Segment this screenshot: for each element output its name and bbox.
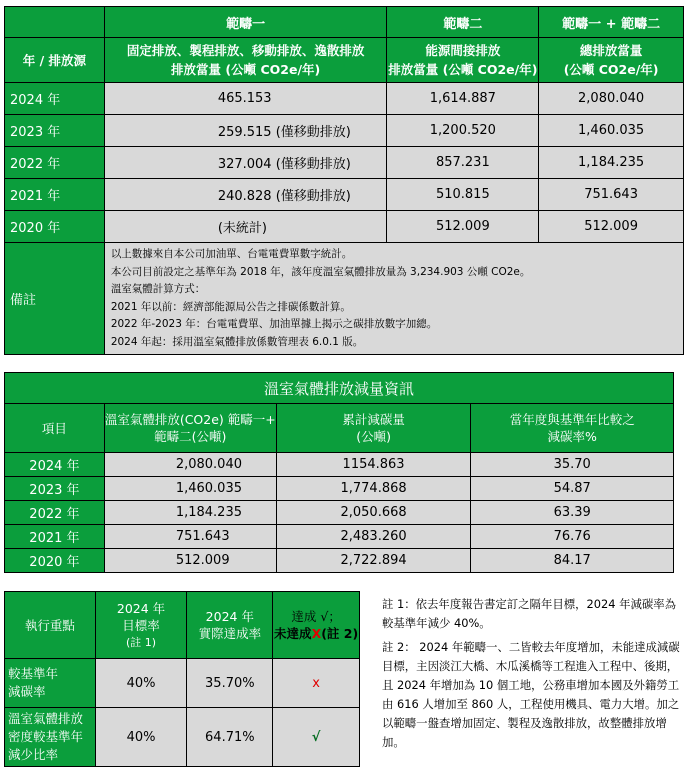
header-actual-line1: 2024 年 bbox=[205, 609, 254, 624]
focus-label-line: 密度較基準年 bbox=[8, 729, 84, 744]
rate-cell: 54.87 bbox=[471, 477, 674, 501]
table-row bbox=[5, 211, 684, 243]
year-cell: 2021 年 bbox=[5, 179, 105, 211]
note-line: 本公司目前設定之基準年為 2018 年，該年度溫室氣體排放量為 3,234.903 公噸 CO2e。 bbox=[110, 265, 531, 278]
header-year-source: 年 / 排放源 bbox=[5, 38, 105, 83]
status-separator: ； bbox=[328, 609, 341, 624]
emission-cell: 1,460.035 bbox=[104, 477, 276, 501]
table-row bbox=[5, 708, 360, 767]
table-row bbox=[5, 659, 360, 708]
header-emission-line2: 範疇二(公噸) bbox=[154, 429, 227, 444]
target-header-row bbox=[5, 592, 360, 659]
header-item: 項目 bbox=[5, 404, 105, 453]
emission-cell: 512.009 bbox=[104, 549, 276, 573]
table-row bbox=[5, 525, 674, 549]
status-achieved-label: 達成 bbox=[291, 609, 317, 624]
table-row bbox=[5, 453, 674, 477]
reduction-title-row bbox=[5, 373, 674, 404]
emissions-header-sub bbox=[5, 38, 684, 83]
focus-label-line: 減碳率 bbox=[8, 684, 46, 699]
reduction-table bbox=[4, 372, 674, 573]
header-scope-total: 範疇一 + 範疇二 bbox=[539, 7, 684, 38]
header-focus: 執行重點 bbox=[5, 592, 96, 659]
emission-cell: 751.643 bbox=[104, 525, 276, 549]
header-scope1-line1: 固定排放、製程排放、移動排放、逸散排放 bbox=[126, 43, 365, 58]
note-line: 以上數據來自本公司加油單、台電電費單數字統計。 bbox=[110, 248, 353, 260]
scope2-cell: 512.009 bbox=[387, 211, 539, 243]
notes-row bbox=[5, 243, 684, 355]
scope1-cell: 240.828 (僅移動排放) bbox=[104, 179, 387, 211]
year-cell: 2023 年 bbox=[5, 477, 105, 501]
actual-rate-cell: 35.70% bbox=[187, 659, 273, 708]
header-total-line1: 總排放當量 bbox=[579, 43, 643, 58]
table-row bbox=[5, 147, 684, 179]
scope2-cell: 1,200.520 bbox=[387, 115, 539, 147]
total-cell: 1,184.235 bbox=[539, 147, 684, 179]
scope1-cell: 259.515 (僅移動排放) bbox=[104, 115, 387, 147]
table-row bbox=[5, 477, 674, 501]
table-row bbox=[5, 115, 684, 147]
header-rate-line1: 當年度與基準年比較之 bbox=[509, 412, 635, 427]
rate-cell: 84.17 bbox=[471, 549, 674, 573]
year-cell: 2020 年 bbox=[5, 549, 105, 573]
cumulative-cell: 2,050.668 bbox=[276, 501, 471, 525]
cross-mark-icon: X bbox=[311, 626, 322, 641]
header-scope2-desc bbox=[387, 38, 539, 83]
note-line: 2024 年起：採用溫室氣體排放係數管理表 6.0.1 版。 bbox=[110, 335, 364, 348]
header-cumulative-line1: 累計減碳量 bbox=[342, 412, 405, 427]
emission-cell: 2,080.040 bbox=[104, 453, 276, 477]
table-row bbox=[5, 549, 674, 573]
note-line: 溫室氣體計算方式： bbox=[110, 283, 206, 295]
rate-cell: 63.39 bbox=[471, 501, 674, 525]
status-not-achieved-label: 未達成 bbox=[274, 626, 312, 641]
total-cell: 2,080.040 bbox=[539, 83, 684, 115]
header-rate-line2: 減碳率% bbox=[547, 429, 597, 444]
emission-cell: 1,184.235 bbox=[104, 501, 276, 525]
header-emission bbox=[104, 404, 276, 453]
rate-cell: 76.76 bbox=[471, 525, 674, 549]
header-target-line2: 目標率 bbox=[122, 617, 160, 633]
status-note-ref: (註 2) bbox=[321, 626, 359, 641]
header-actual bbox=[187, 592, 273, 659]
scope1-cell: 327.004 (僅移動排放) bbox=[104, 147, 387, 179]
target-rate-cell: 40% bbox=[95, 708, 187, 767]
header-scope1-line2: 排放當量 (公噸 CO2e/年) bbox=[171, 62, 321, 77]
cumulative-cell: 2,722.894 bbox=[276, 549, 471, 573]
scope1-cell: 465.153 bbox=[104, 83, 387, 115]
focus-label-line: 溫室氣體排放 bbox=[8, 711, 84, 726]
header-scope1: 範疇一 bbox=[104, 7, 387, 38]
reduction-title: 溫室氣體排放減量資訊 bbox=[5, 373, 674, 404]
scope2-cell: 1,614.887 bbox=[387, 83, 539, 115]
header-cumulative bbox=[276, 404, 471, 453]
actual-rate-cell: 64.71% bbox=[187, 708, 273, 767]
header-status bbox=[273, 592, 360, 659]
note-line: 2021 年以前：經濟部能源局公告之排碳係數計算。 bbox=[110, 300, 351, 313]
table-row bbox=[5, 83, 684, 115]
scope2-cell: 510.815 bbox=[387, 179, 539, 211]
status-fail-icon: x bbox=[273, 659, 360, 708]
focus-label-line: 較基準年 bbox=[8, 666, 59, 681]
notes-label: 備註 bbox=[5, 243, 105, 355]
header-scope2-line1: 能源間接排放 bbox=[425, 43, 501, 58]
total-cell: 751.643 bbox=[539, 179, 684, 211]
header-scope2-line2: 排放當量 (公噸 CO2e/年) bbox=[388, 62, 538, 77]
check-mark-icon: √ bbox=[320, 609, 329, 624]
cumulative-cell: 2,483.260 bbox=[276, 525, 471, 549]
reduction-header-row bbox=[5, 404, 674, 453]
cumulative-cell: 1,774.868 bbox=[276, 477, 471, 501]
header-emission-line1: 溫室氣體排放(CO2e) 範疇一+ bbox=[104, 412, 276, 427]
cumulative-cell: 1154.863 bbox=[276, 453, 471, 477]
footnote-1: 註 1：依去年度報告書定訂之隔年目標，2024 年減碳率為較基準年減少 40%。 bbox=[382, 597, 677, 630]
total-cell: 1,460.035 bbox=[539, 115, 684, 147]
note-line: 2022 年-2023 年：台電電費單、加油單據上揭示之碳排放數字加總。 bbox=[110, 318, 438, 330]
year-cell: 2024 年 bbox=[5, 83, 105, 115]
header-scope1-desc bbox=[104, 38, 387, 83]
focus-label-line: 減少比率 bbox=[8, 747, 59, 762]
footnote-2: 註 2： 2024 年範疇一、二皆較去年度增加，未能達成減碳目標，主因淡江大橋、木瓜溪橋等工程進入工程中、後期，且 2024 年增加為 10 個工地，公務車增加本國及外籍勞工由 616 人增加至 860 人，工程使用機具、電力大增。加之以範疇一盤查增加固定、製程及逸散排放，故整體排放增加。 bbox=[382, 640, 680, 749]
header-target bbox=[95, 592, 187, 659]
table-row bbox=[5, 501, 674, 525]
notes-cell bbox=[104, 243, 683, 355]
status-pass-icon: √ bbox=[273, 708, 360, 767]
header-target-line3: (註 1) bbox=[126, 635, 157, 649]
header-scope2: 範疇二 bbox=[387, 7, 539, 38]
target-table bbox=[4, 591, 360, 767]
year-cell: 2024 年 bbox=[5, 453, 105, 477]
target-rate-cell: 40% bbox=[95, 659, 187, 708]
focus-label bbox=[5, 659, 96, 708]
year-cell: 2021 年 bbox=[5, 525, 105, 549]
focus-label bbox=[5, 708, 96, 767]
scope2-cell: 857.231 bbox=[387, 147, 539, 179]
year-cell: 2023 年 bbox=[5, 115, 105, 147]
rate-cell: 35.70 bbox=[471, 453, 674, 477]
scope1-cell: (未統計) bbox=[104, 211, 387, 243]
header-rate bbox=[471, 404, 674, 453]
header-blank-cell bbox=[5, 7, 105, 38]
total-cell: 512.009 bbox=[539, 211, 684, 243]
table-row bbox=[5, 179, 684, 211]
emissions-table bbox=[4, 6, 684, 355]
header-status-line2 bbox=[273, 625, 359, 642]
header-total-desc bbox=[539, 38, 684, 83]
header-target-line1: 2024 年 bbox=[116, 600, 166, 616]
header-status-line1 bbox=[273, 608, 359, 625]
emissions-header-top bbox=[5, 7, 684, 38]
year-cell: 2020 年 bbox=[5, 211, 105, 243]
header-cumulative-line2: (公噸) bbox=[356, 429, 391, 444]
year-cell: 2022 年 bbox=[5, 147, 105, 179]
year-cell: 2022 年 bbox=[5, 501, 105, 525]
header-total-line2: (公噸 CO2e/年) bbox=[563, 62, 659, 77]
header-actual-line2: 實際達成率 bbox=[198, 626, 262, 641]
